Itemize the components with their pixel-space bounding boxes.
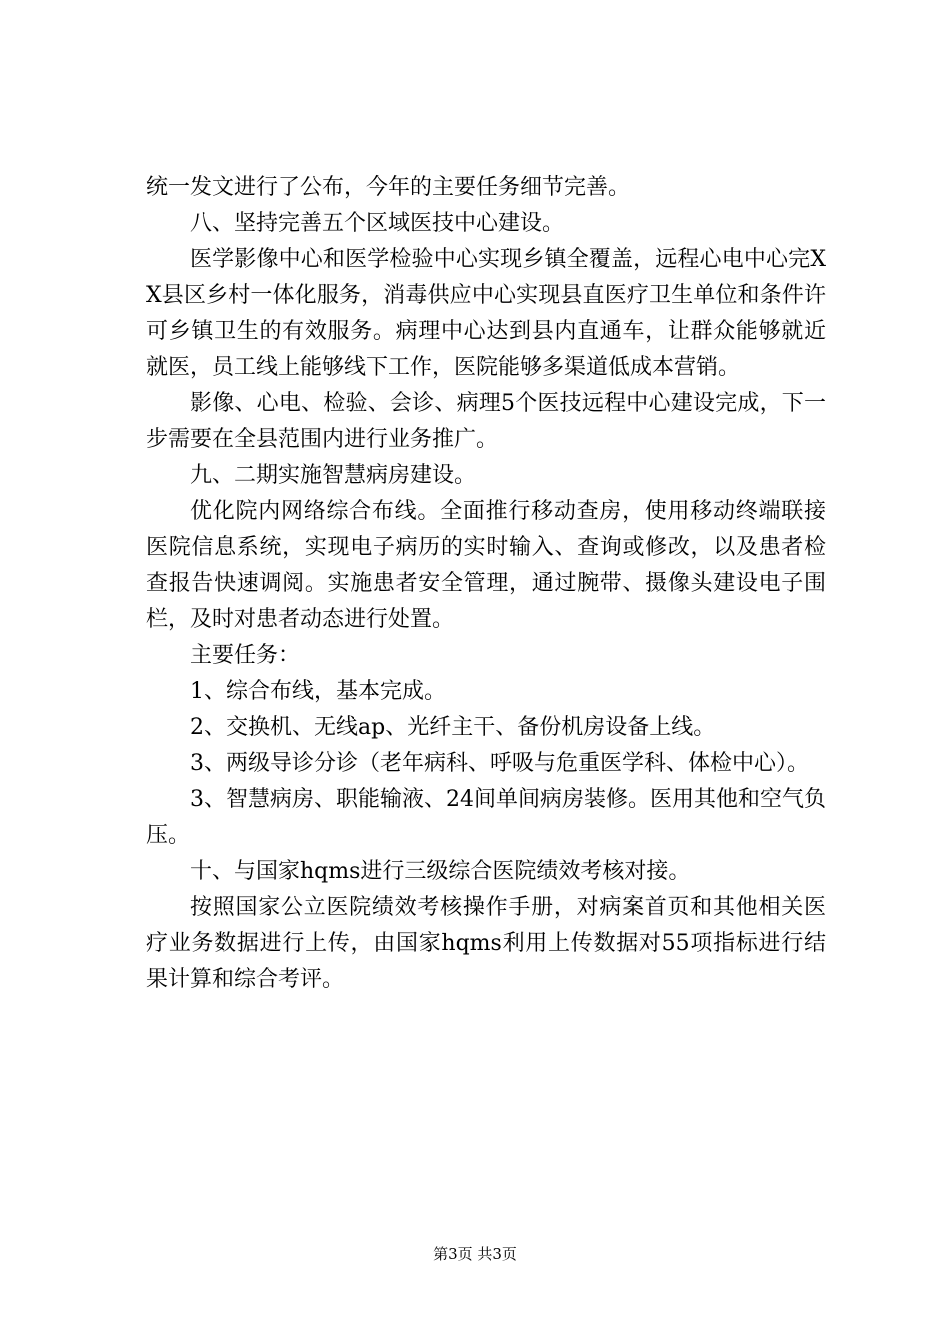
heading-section-8: 八、坚持完善五个区域医技中心建设。	[190, 211, 565, 236]
heading-section-10: 十、与国家hqms进行三级综合医院绩效考核对接。	[190, 859, 691, 884]
task-item-2: 2、交换机、无线ap、光纤主干、备份机房设备上线。	[190, 715, 716, 740]
paragraph-remote-centers: 影像、心电、检验、会诊、病理5个医技远程中心建设完成，下一步需要在全县范围内进行业务推广。	[146, 391, 826, 452]
task-item-3: 3、两级导诊分诊（老年病科、呼吸与危重医学科、体检中心）。	[190, 751, 809, 776]
task-item-1: 1、综合布线，基本完成。	[190, 679, 446, 704]
task-item-3b: 3、智慧病房、职能输液、24间单间病房装修。医用其他和空气负压。	[146, 787, 826, 848]
page-number: 第3页 共3页	[433, 1245, 517, 1263]
paragraph-smart-ward: 优化院内网络综合布线。全面推行移动查房，使用移动终端联接医院信息系统，实现电子病历的实时输入、查询或修改，以及患者检查报告快速调阅。实施患者安全管理，通过腕带、摄像头建设电子围栏，及时对患者动态进行处置。	[146, 499, 826, 632]
main-tasks-label: 主要任务：	[190, 643, 301, 668]
paragraph-hqms: 按照国家公立医院绩效考核操作手册，对病案首页和其他相关医疗业务数据进行上传，由国家hqms利用上传数据对55项指标进行结果计算和综合考评。	[146, 895, 826, 992]
heading-section-9: 九、二期实施智慧病房建设。	[190, 463, 477, 488]
paragraph-continuation: 统一发文进行了公布，今年的主要任务细节完善。	[146, 175, 631, 200]
document-body	[146, 170, 826, 998]
paragraph-medical-centers: 医学影像中心和医学检验中心实现乡镇全覆盖，远程心电中心完XX县区乡村一体化服务，消毒供应中心实现县直医疗卫生单位和条件许可乡镇卫生的有效服务。病理中心达到县内直通车，让群众能够就近就医，员工线上能够线下工作，医院能够多渠道低成本营销。	[146, 247, 826, 380]
